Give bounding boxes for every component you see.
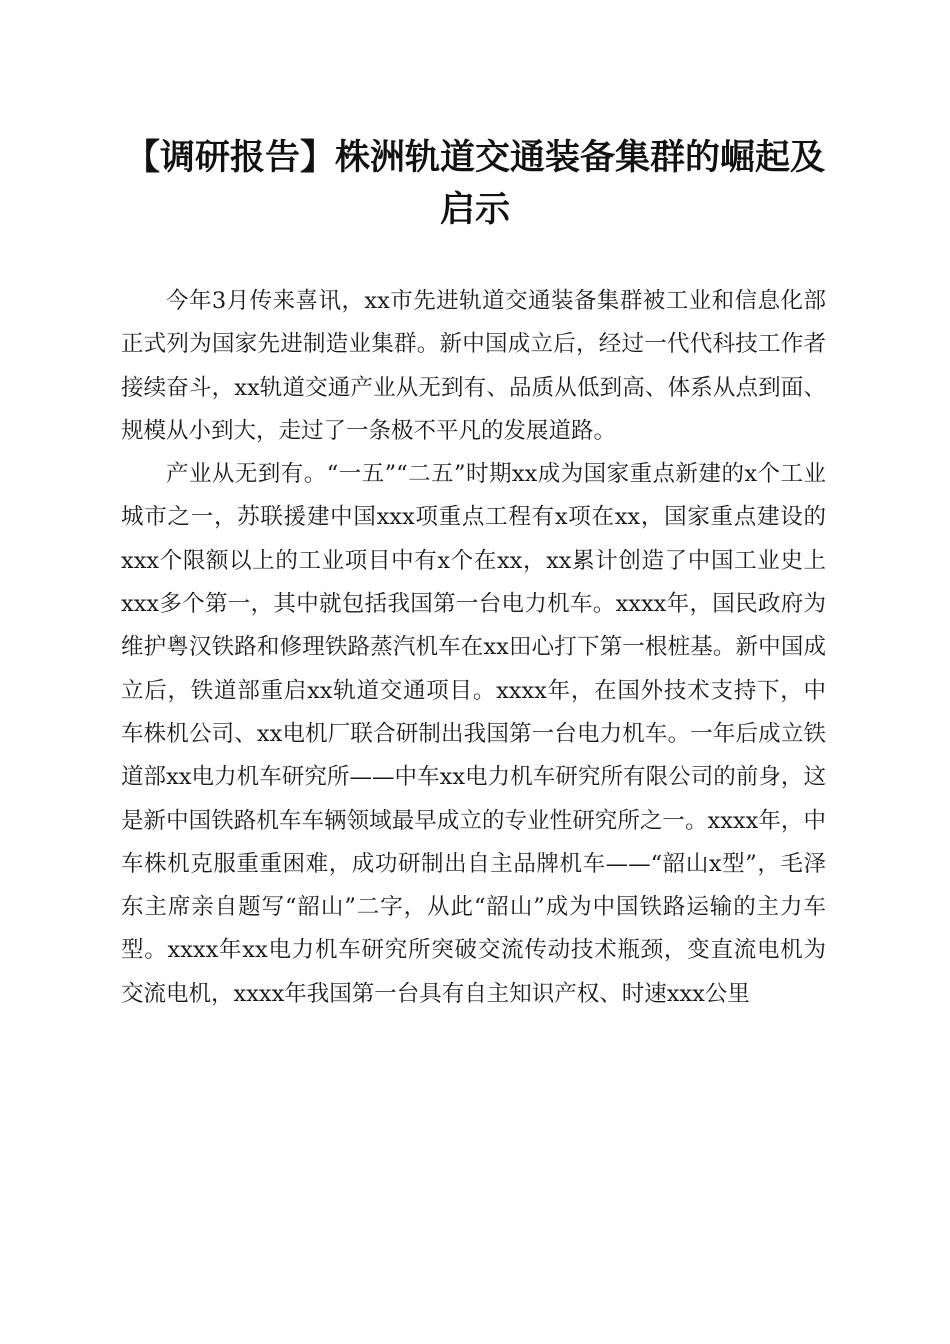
document-body: [121, 280, 826, 1016]
paragraph-intro: 今年3月传来喜讯，xx市先进轨道交通装备集群被工业和信息化部正式列为国家先进制造业集群。新中国成立后，经过一代代科技工作者接续奋斗，xx轨道交通产业从无到有、品质从低到高、体系从点到面、规模从小到大，走过了一条极不平凡的发展道路。: [121, 288, 826, 444]
document-title: 【调研报告】株洲轨道交通装备集群的崛起及启示: [124, 138, 825, 230]
paragraph-industry-origin: 产业从无到有。“一五”“二五”时期xx成为国家重点新建的x个工业城市之一，苏联援建中国xxx项重点工程有x项在xx，国家重点建设的xxx个限额以上的工业项目中有x个在xx，xx累计创造了中国工业史上xxx多个第一，其中就包括我国第一台电力机车。xxxx年，国民政府为维护粤汉铁路和修理铁路蒸汽机车在xx田心打下第一根桩基。新中国成立后，铁道部重启xx轨道交通项目。xxxx年，在国外技术支持下，中车株机公司、xx电机厂联合研制出我国第一台电力机车。一年后成立铁道部xx电力机车研究所——中车xx电力机车研究所有限公司的前身，这是新中国铁路机车车辆领域最早成立的专业性研究所之一。xxxx年，中车株机克服重重困难，成功研制出自主品牌机车——“韶山x型”，毛泽东主席亲自题写“韶山”二字，从此“韶山”成为中国铁路运输的主力车型。xxxx年xx电力机车研究所突破交流传动技术瓶颈，变直流电机为交流电机，xxxx年我国第一台具有自主知识产权、时速xxx公里: [121, 461, 826, 1007]
